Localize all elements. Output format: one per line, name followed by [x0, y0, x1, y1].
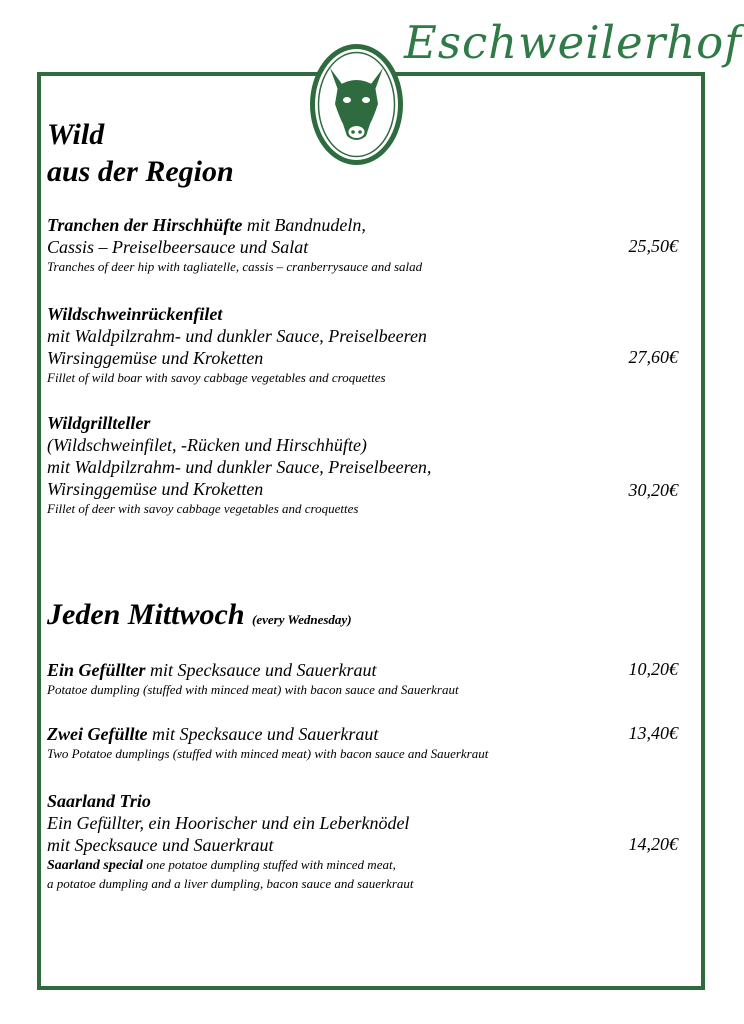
- dish-name: Zwei Gefüllte: [47, 724, 148, 744]
- section-title-mittwoch: [47, 596, 352, 639]
- dish-translation: Potatoe dumpling (stuffed with minced meat) with bacon sauce and Sauerkraut: [47, 682, 459, 697]
- section-subtitle: (every Wednesday): [252, 612, 352, 627]
- price-wildschweinrueckenfilet: 27,60€: [628, 347, 678, 367]
- price-zwei-gefuellte: 13,40€: [628, 723, 678, 743]
- dish-translation: Fillet of deer with savoy cabbage vegetables and croquettes: [47, 501, 359, 516]
- section-title-wild-line1: Wild: [47, 118, 105, 151]
- dish-desc-line2: Cassis – Preiselbeersauce und Salat: [47, 237, 309, 257]
- dish-desc-line3: mit Specksauce und Sauerkraut: [47, 835, 274, 855]
- dish-translation: Fillet of wild boar with savoy cabbage vegetables and croquettes: [47, 370, 386, 385]
- dish-name: Saarland Trio: [47, 791, 151, 811]
- dish-desc-line3: mit Waldpilzrahm- und dunkler Sauce, Preiselbeeren,: [47, 457, 432, 477]
- dish-translation-line2: a potatoe dumpling and a liver dumpling, bacon sauce and sauerkraut: [47, 876, 414, 891]
- dish-name: Wildgrillteller: [47, 413, 151, 433]
- dish-name: Tranchen der Hirschhüfte: [47, 215, 243, 235]
- dish-desc-line2: Ein Gefüllter, ein Hoorischer und ein Leberknödel: [47, 813, 410, 833]
- menu-item-wildgrillteller: [47, 412, 687, 518]
- dish-desc: mit Bandnudeln,: [242, 215, 366, 235]
- dish-desc: mit Specksauce und Sauerkraut: [147, 724, 379, 744]
- section-title-wild-line2: aus der Region: [47, 155, 234, 188]
- menu-item-wildschweinrueckenfilet: [47, 303, 687, 387]
- brand-name: Eschweilerhof: [404, 16, 742, 69]
- dish-name: Wildschweinrückenfilet: [47, 304, 223, 324]
- dish-desc-line2: mit Waldpilzrahm- und dunkler Sauce, Preiselbeeren: [47, 326, 427, 346]
- dish-translation: Tranches of deer hip with tagliatelle, cassis – cranberrysauce and salad: [47, 259, 423, 274]
- dish-desc: mit Specksauce und Sauerkraut: [145, 660, 377, 680]
- dish-desc-line2: (Wildschweinfilet, -Rücken und Hirschhüfte): [47, 435, 367, 455]
- dish-translation: Two Potatoe dumplings (stuffed with minced meat) with bacon sauce and Sauerkraut: [47, 746, 489, 761]
- dish-desc-line4: Wirsinggemüse und Kroketten: [47, 479, 264, 499]
- price-ein-gefuellter: 10,20€: [628, 659, 678, 679]
- price-saarland-trio: 14,20€: [628, 834, 678, 854]
- section-title-text: Jeden Mittwoch: [47, 598, 245, 631]
- dish-desc-line3: Wirsinggemüse und Kroketten: [47, 348, 264, 368]
- special-label: Saarland special: [47, 858, 144, 873]
- boar-head-icon: [310, 44, 403, 165]
- dish-translation-line1: one potatoe dumpling stuffed with minced meat,: [143, 857, 396, 872]
- price-hirschhuefte: 25,50€: [628, 236, 678, 256]
- price-wildgrillteller: 30,20€: [628, 480, 678, 500]
- dish-name: Ein Gefüllter: [47, 660, 146, 680]
